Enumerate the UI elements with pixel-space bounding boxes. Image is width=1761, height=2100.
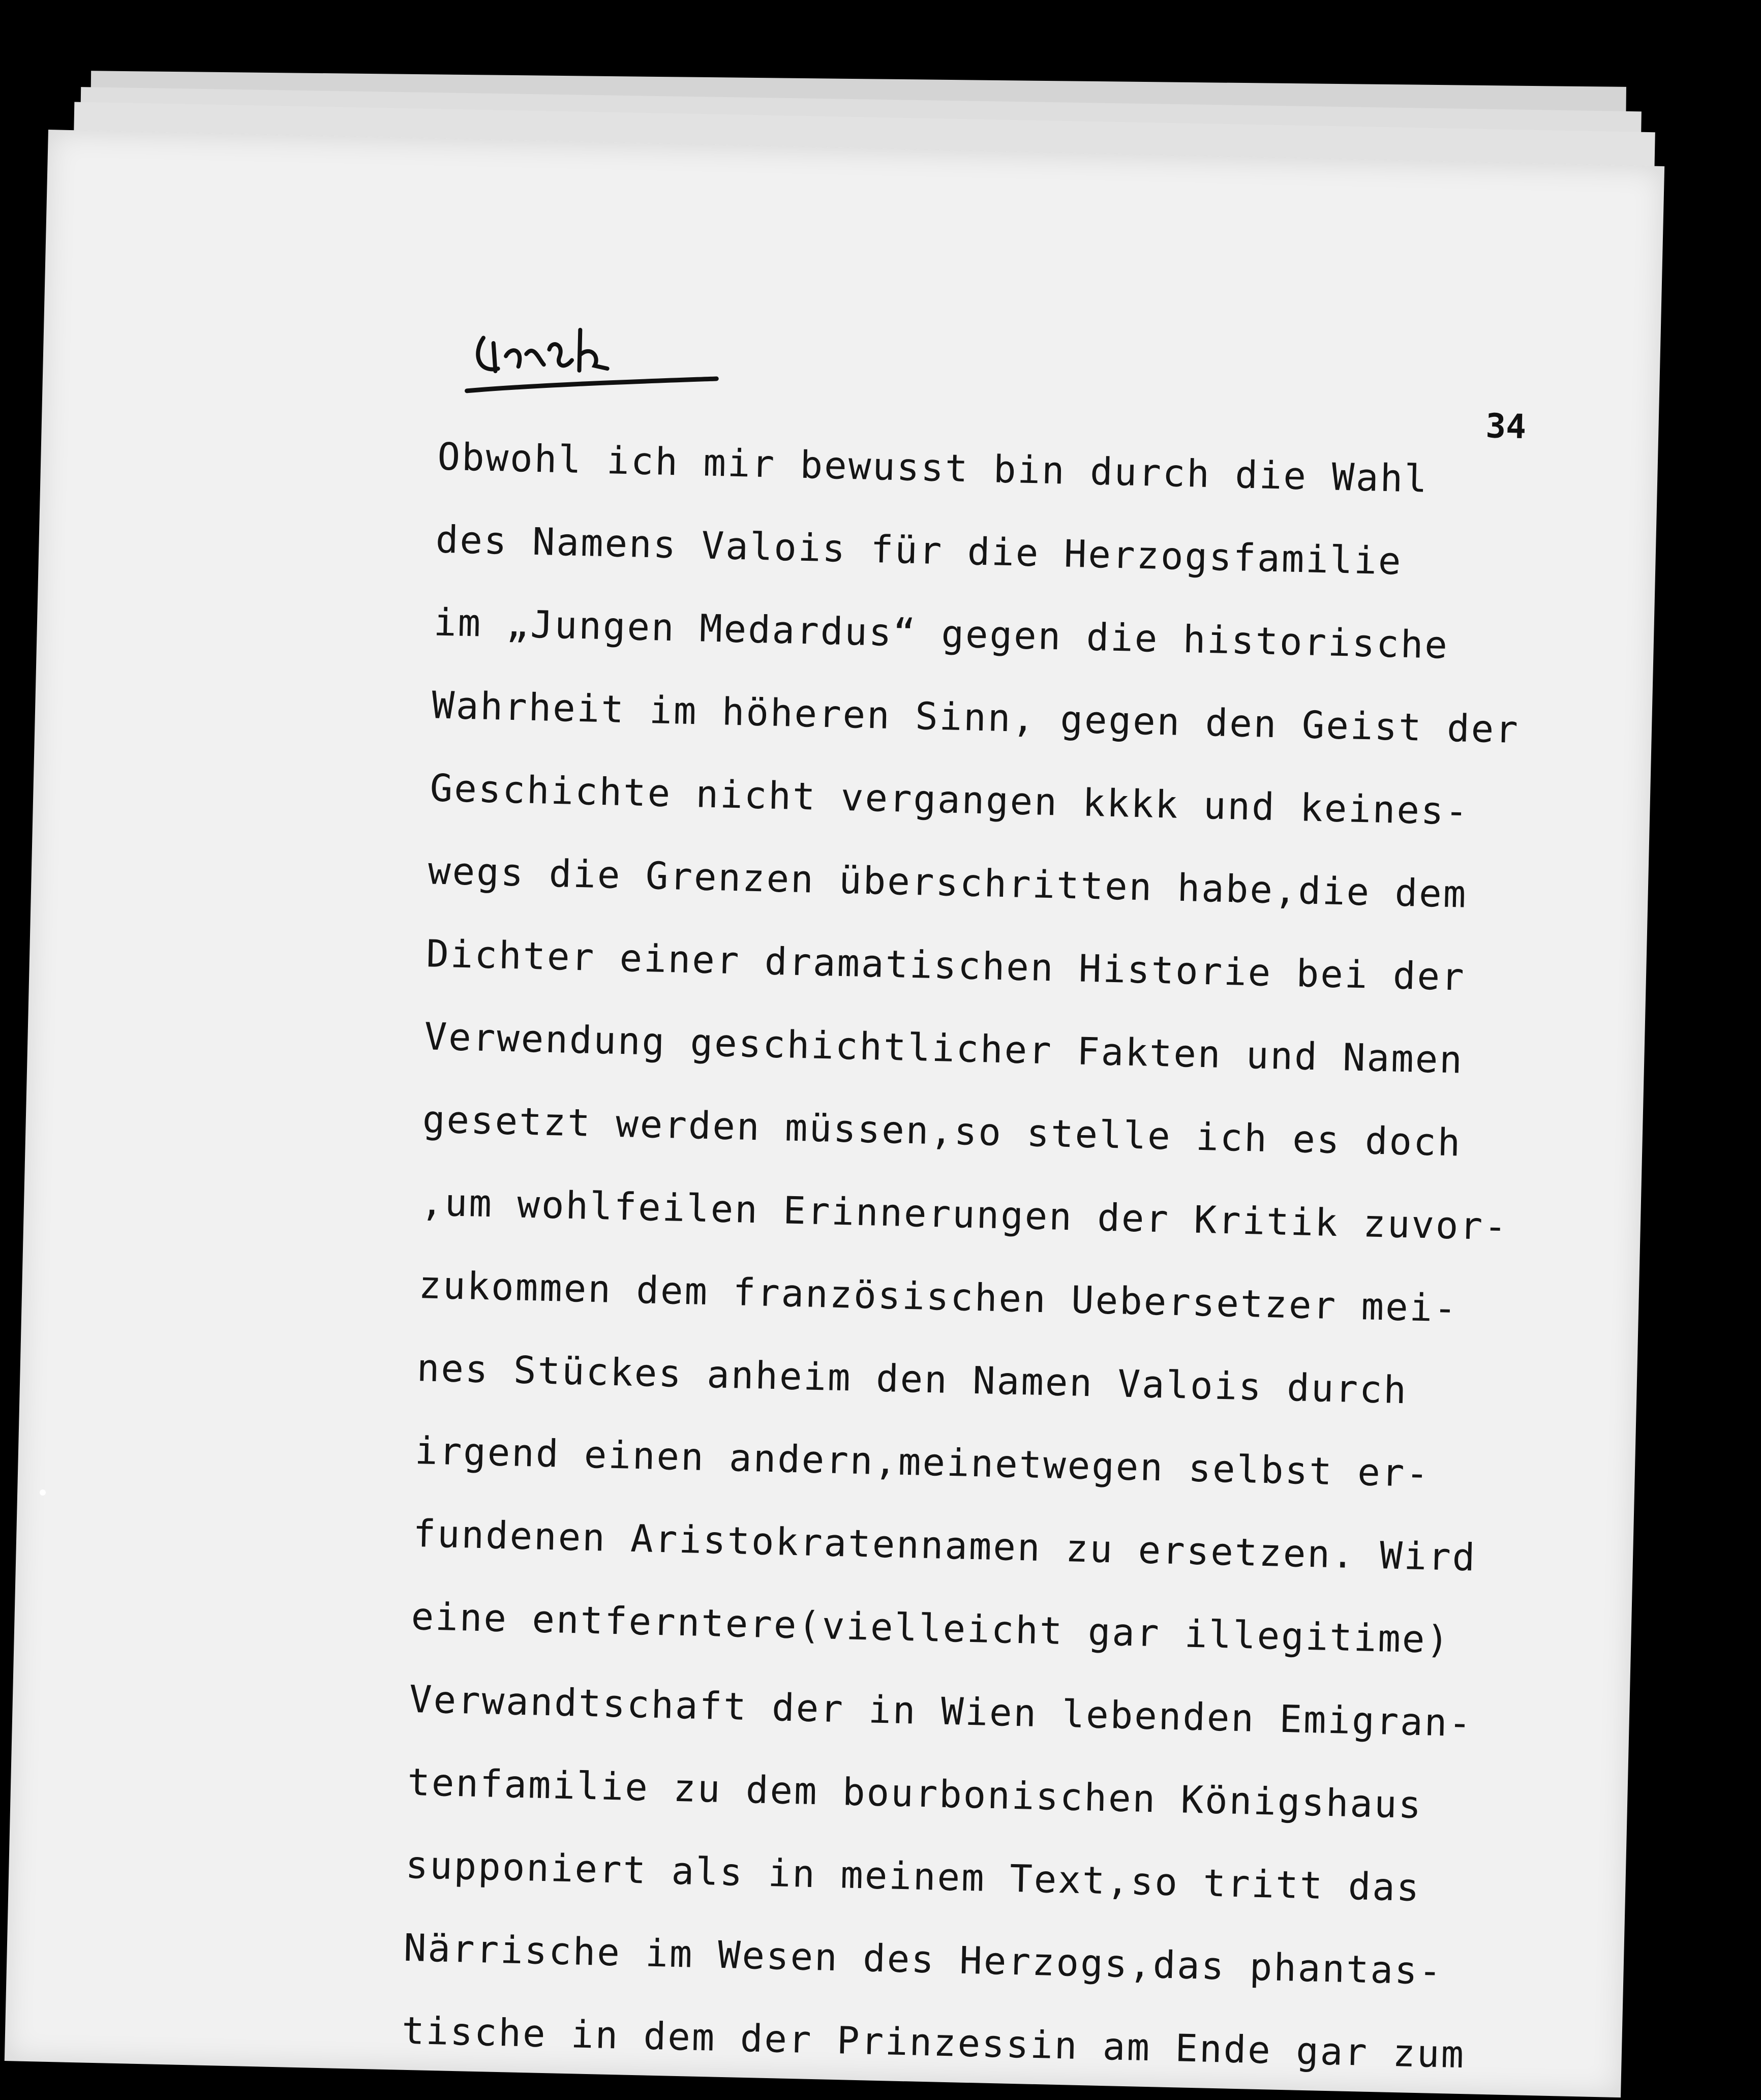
scan-speck xyxy=(40,1489,46,1496)
text-line: irgend einen andern,meinetwegen selbst er- xyxy=(414,1429,1431,1496)
text-line: nes Stückes anheim den Namen Valois durch xyxy=(416,1346,1409,1413)
text-line: tische in dem der Prinzessin am Ende gar zum xyxy=(401,2008,1466,2077)
text-line: Obwohl ich mir bewusst bin durch die Wahl xyxy=(437,435,1429,501)
text-line: Närrische im Wesen des Herzogs,das phantas- xyxy=(403,1926,1444,1994)
text-line: Geschichte nicht vergangen kkkk und keines- xyxy=(429,766,1470,834)
handwritten-signature xyxy=(462,307,728,405)
text-line: des Namens Valois für die Herzogsfamilie xyxy=(435,518,1403,584)
text-line: wegs die Grenzen überschritten habe,die dem xyxy=(428,849,1468,917)
text-line: tenfamilie zu dem bourbonischen Königshaus xyxy=(407,1760,1423,1828)
text-line: ,um wohlfeilen Erinnerungen der Kritik zuvor- xyxy=(420,1180,1509,1249)
text-line: Wahrheit im höheren Sinn, gegen den Geist der xyxy=(431,683,1520,752)
text-line: Verwendung geschichtlicher Fakten und Namen xyxy=(423,1015,1464,1082)
text-line: Dichter einer dramatischen Historie bei der xyxy=(426,932,1466,999)
typed-page xyxy=(5,130,1664,2097)
text-line: zukommen dem französischen Uebersetzer mei- xyxy=(418,1263,1459,1331)
page-number: 34 xyxy=(1485,406,1527,447)
text-line: gesetzt werden müssen,so stelle ich es doch xyxy=(422,1098,1463,1165)
typed-body-text xyxy=(401,416,1607,2099)
text-line: supponiert als in meinem Text,so tritt das xyxy=(405,1843,1421,1910)
text-line: eine entferntere(vielleicht gar illegitime) xyxy=(410,1594,1451,1662)
text-line: fundenen Aristokratennamen zu ersetzen. Wird xyxy=(412,1512,1477,1580)
text-line: Verwandtschaft der in Wien lebenden Emigran- xyxy=(409,1677,1473,1746)
text-line: im „Jungen Medardus“ gegen die historische xyxy=(433,600,1449,667)
